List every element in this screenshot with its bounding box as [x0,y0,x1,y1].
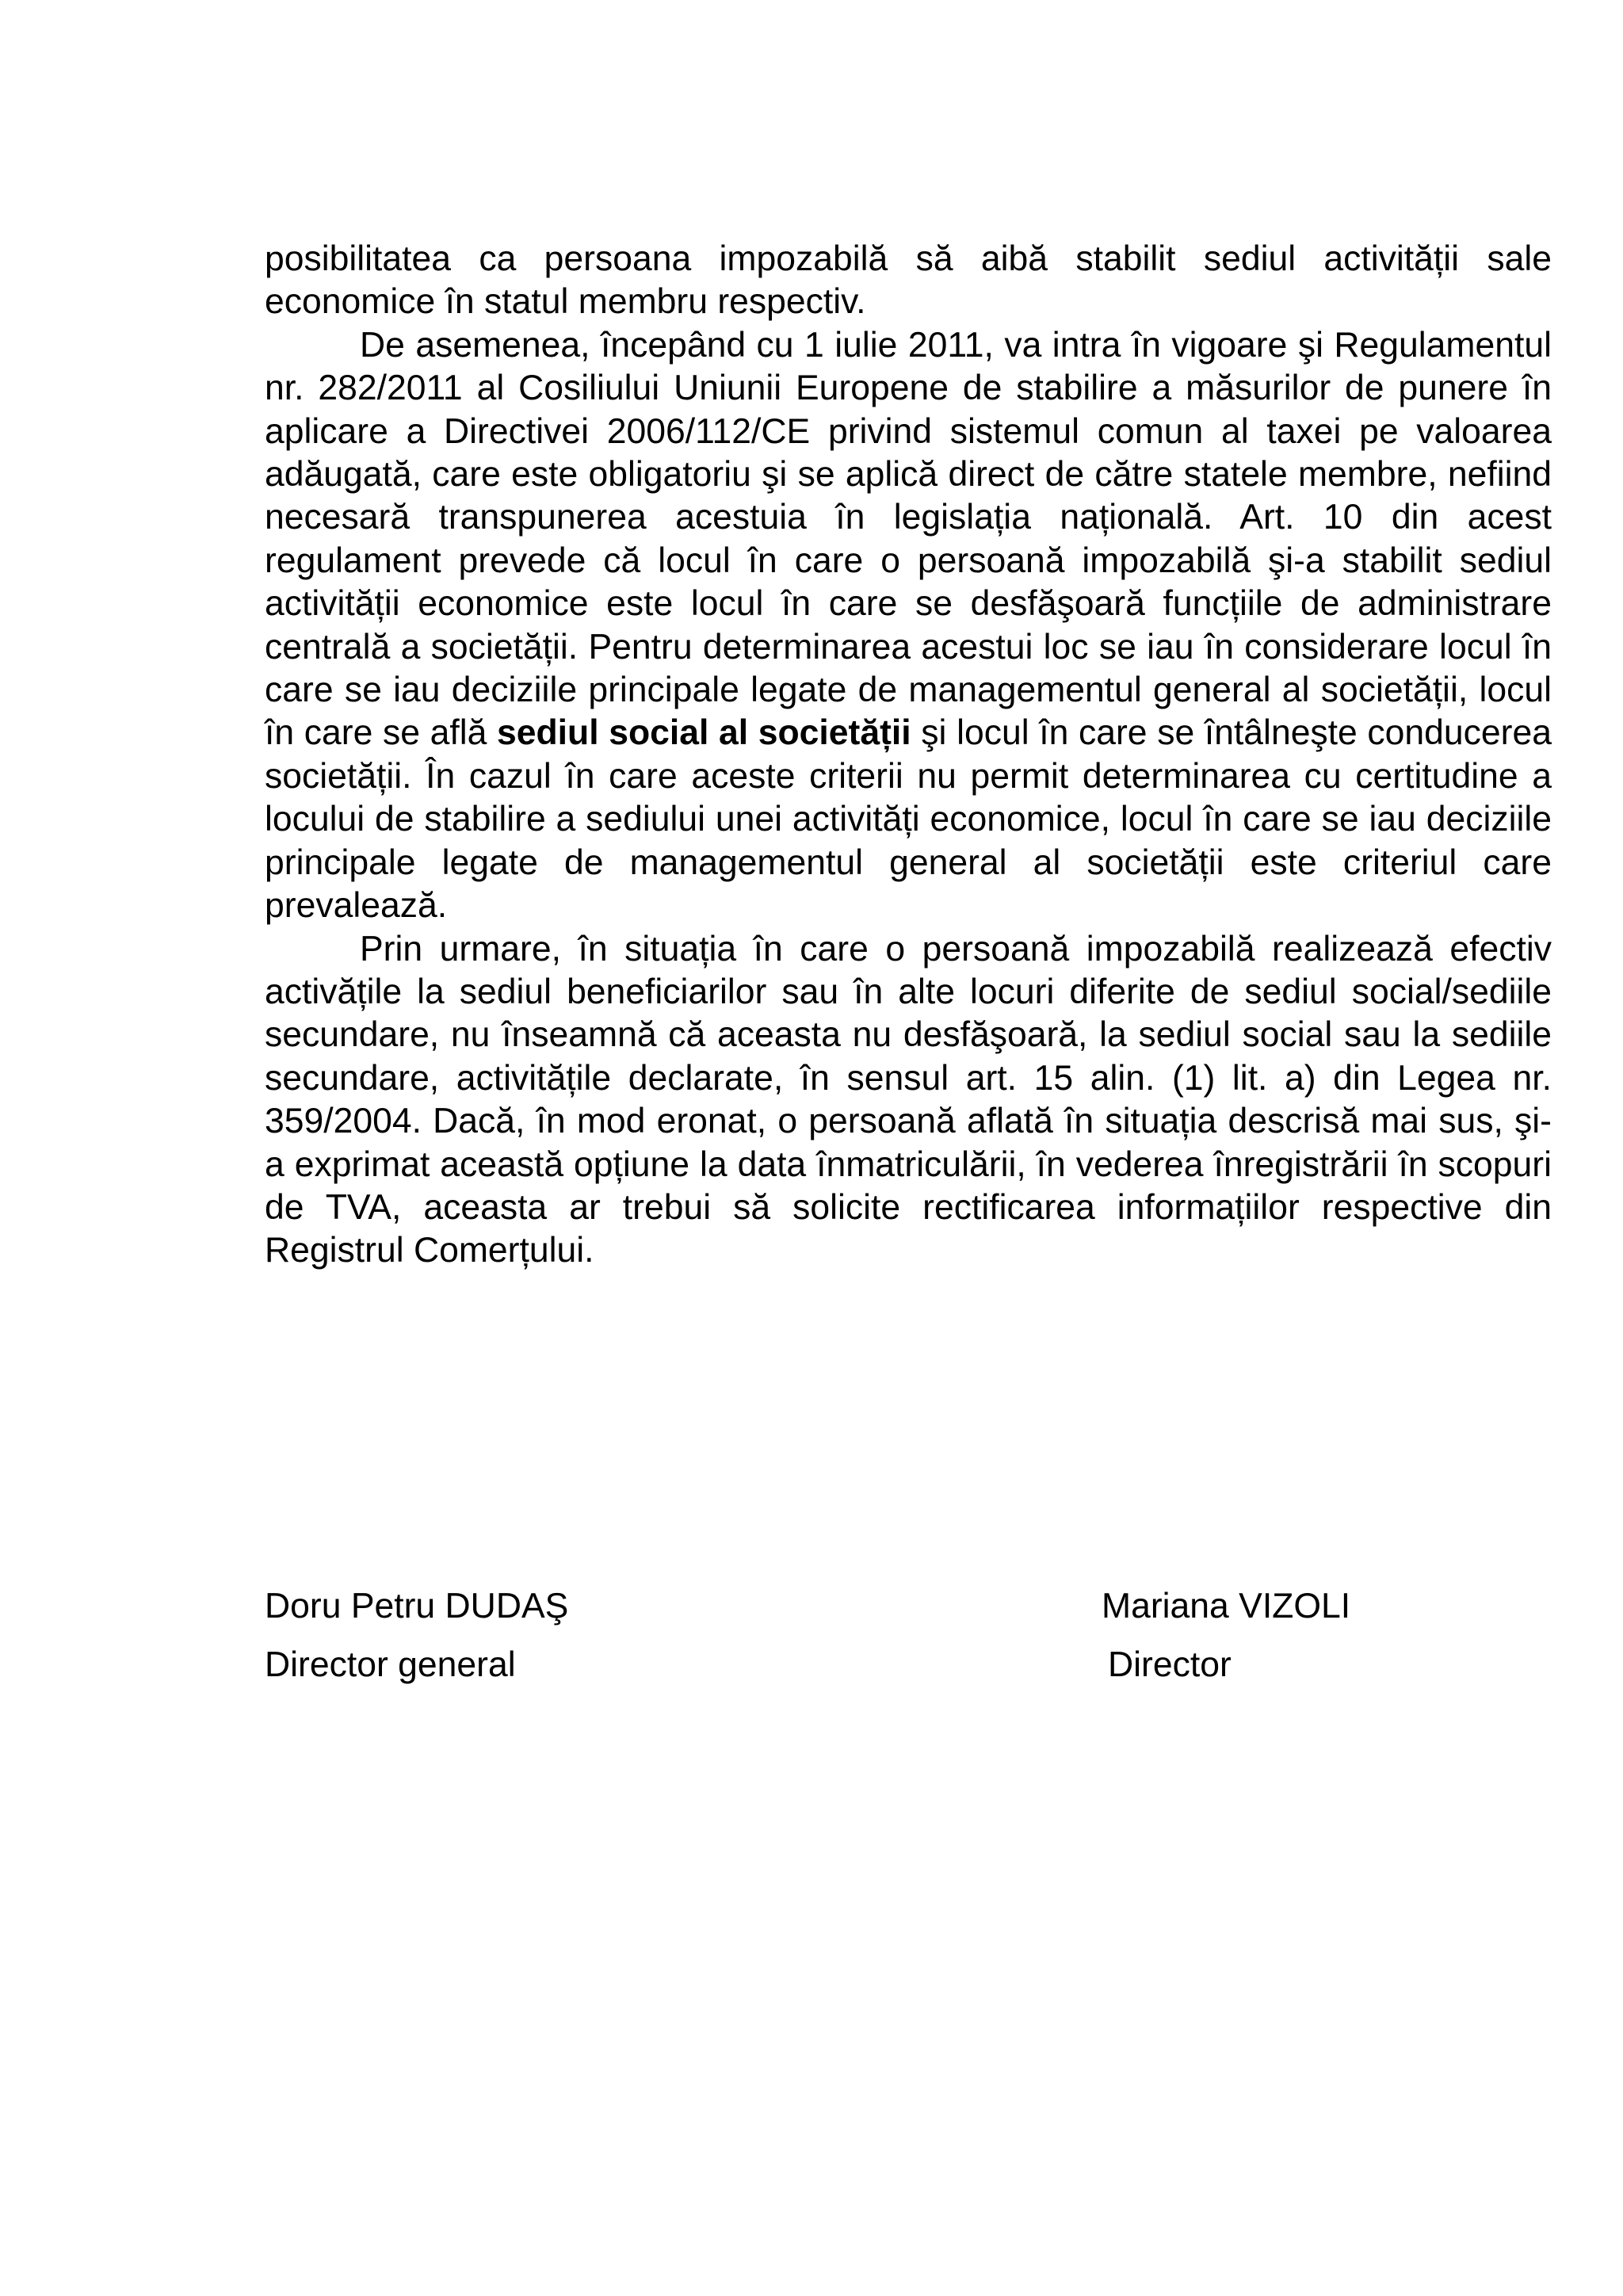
signature-block [265,1577,1552,1688]
signatory-title-right: Director [1108,1645,1232,1684]
text-run: Prin urmare, în situația în care o persoană impozabilă realizează efectiv activățile la sediul beneficiarilor sau în alte locuri diferite de sediul social/sediile secundare, nu înseamnă că aceasta nu desfăşoară, la sediul social sau la sediile secundare, activitățile declarate, în sensul art. 15 alin. (1) lit. a) din Legea nr. 359/2004. Dacă, în mod eronat, o persoană aflată în situația descrisă mai sus, şi-a exprimat această opțiune la data înmatriculării, în vederea înregistrării în scopuri de TVA, aceasta ar trebui să solicite rectificarea informațiilor respective din Registrul Comerțului. [265,929,1552,1270]
body-text [265,238,1552,1273]
signature-right [1102,1577,1350,1694]
signatory-name-right: Mariana VIZOLI [1102,1587,1351,1626]
bold-text-run: sediul social al societății [496,713,911,753]
signature-left [265,1577,568,1694]
text-run: posibilitatea ca persoana impozabilă să aibă stabilit sediul activității sale economice în statul membru respectiv. [265,239,1552,322]
signatory-name-left: Doru Petru DUDAŞ [265,1587,569,1626]
text-run: De asemenea, începând cu 1 iulie 2011, va intra în vigoare şi Regulamentul nr. 282/2011 al Cosiliului Uniunii Europene de stabilire a măsurilor de punere în aplicare a Directivei 2006/112/CE privind sistemul comun al taxei pe valoarea adăugată, care este obligatoriu şi se aplică direct de către statele membre, nefiind necesară transpunerea acestuia în legislația națională. Art. 10 din acest regulament prevede că locul în care o persoană impozabilă şi-a stabilit sediul activității economice este locul în care se desfăşoară funcțiile de administrare centrală a societății. Pentru determinarea acestui loc se iau în considerare locul în care se iau deciziile principale legate de managementul general al societății, locul în care se află [265,325,1552,753]
signatory-title-left: Director general [265,1645,516,1684]
text-run: şi locul în care se întâlneşte conducerea societății. În cazul în care aceste criterii nu permit determinarea cu certitudine a locului de stabilire a sediului unei activități economice, locul în care se iau deciziile principale legate de managementul general al societății este criteriul care prevalează. [265,713,1552,926]
paragraph [265,238,1552,324]
paragraph [265,324,1552,928]
paragraph [265,928,1552,1273]
